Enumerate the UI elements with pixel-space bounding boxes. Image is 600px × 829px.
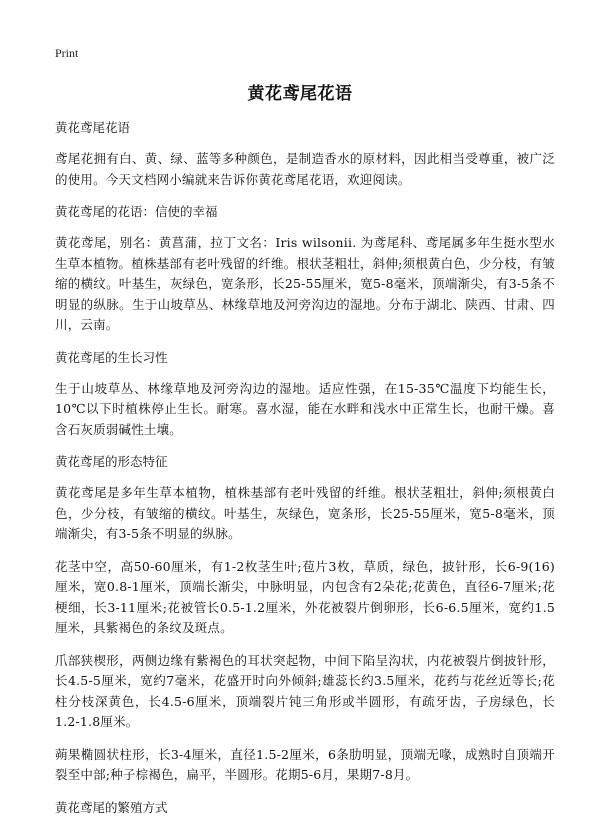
document-body (55, 118, 555, 829)
section-heading: 黄花鸢尾花语 (55, 120, 131, 135)
paragraph: 黄花鸢尾是多年生草本植物，植株基部有老叶残留的纤维。根状茎粗壮，斜伸;须根黄白色，少分枝，有皱缩的横纹。叶基生，灰绿色，宽条形，长25-55厘米，宽5-8毫米，顶端渐尖，有3-5条不明显的纵脉。 (55, 485, 555, 541)
document-title: 黄花鸢尾花语 (247, 84, 353, 104)
paragraph: 花茎中空，高50-60厘米，有1-2枚茎生叶;苞片3枚，草质，绿色，披针形，长6-9(16) 厘米，宽0.8-1厘米，顶端长渐尖，中脉明显，内包含有2朵花;花黄色，直径6-7厘米;花梗细，长3-11厘米;花被管长0.5-1.2厘米，外花被裂片倒卵形，长6-6.5厘米，宽约1.5厘米，具紫褐色的条纹及斑点。 (55, 558, 555, 635)
paragraph: 黄花鸢尾，别名：黄菖蒲，拉丁文名：Iris wilsonii. 为鸢尾科、鸢尾属多年生挺水型水生草本植物。植株基部有老叶残留的纤维。根状茎粗壮，斜伸;须根黄白色，少分枝，有皱缩的横纹。叶基生，灰绿色，宽条形，长25-55厘米，宽5-8毫米，顶端渐尖，有3-5条不明显的纵脉。生于山坡草丛、林缘草地及河旁沟边的湿地。分布于湖北、陕西、甘肃、四川，云南。 (55, 235, 555, 332)
section-heading: 黄花鸢尾的生长习性 (55, 349, 168, 365)
paragraph: 鸢尾花拥有白、黄、绿、蓝等多种颜色，是制造香水的原材料，因此相当受尊重，被广泛的使用。今天文档网小编就来告诉你黄花鸢尾花语，欢迎阅读。 (55, 151, 555, 187)
section-heading: 黄花鸢尾的形态特征 (55, 454, 168, 469)
paragraph: 生于山坡草丛、林缘草地及河旁沟边的湿地。适应性强，在15-35℃温度下均能生长，10℃以下时植株停止生长。耐寒。喜水湿，能在水畔和浅水中正常生长，也耐干燥。喜含石灰质弱碱性土壤。 (55, 380, 555, 437)
paragraph: 爪部狭楔形，两侧边缘有紫褐色的耳状突起物，中间下陷呈沟状，内花被裂片倒披针形，长4.5-5厘米，宽约7毫米，花盛开时向外倾斜;雄蕊长约3.5厘米，花药与花丝近等长;花柱分枝深黄色，长4.5-6厘米，顶端裂片钝三角形或半圆形，有疏牙齿，子房绿色，长1.2-1.8厘米。 (55, 652, 555, 729)
section-heading: 黄花鸢尾的花语：信使的幸福 (55, 204, 218, 219)
paragraph: 蒴果椭圆状柱形，长3-4厘米，直径1.5-2厘米，6条肋明显，顶端无喙，成熟时自顶端开裂至中部;种子棕褐色，扁平，半圆形。花期5-6月，果期7-8月。 (55, 746, 555, 782)
section-heading: 黄花鸢尾的繁殖方式 (55, 799, 168, 815)
print-link[interactable]: Print (55, 46, 79, 60)
